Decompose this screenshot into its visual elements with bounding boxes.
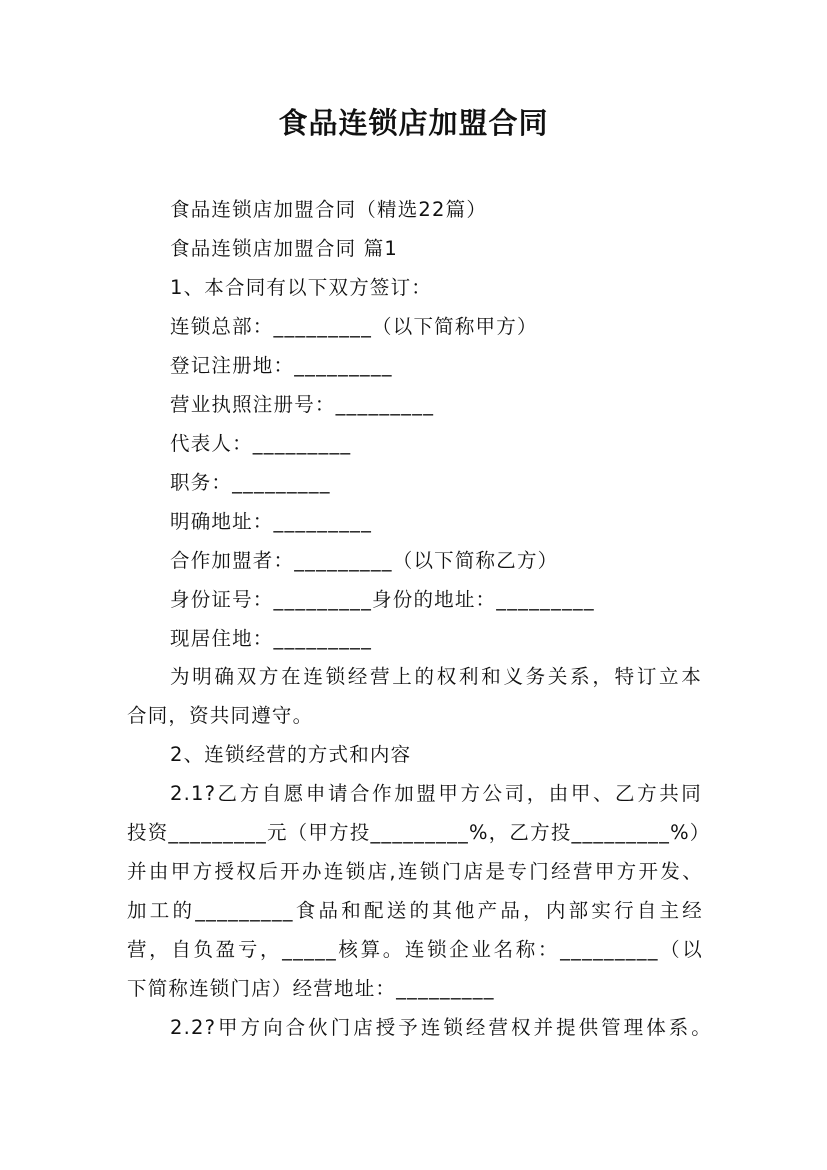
paragraph-line: 身份证号：_________身份的地址：_________ xyxy=(170,588,595,611)
paragraph-line: 合作加盟者：_________（以下简称乙方） xyxy=(170,549,559,572)
paragraph-line: 加工的_________食品和配送的其他产品，内部实行自主经 xyxy=(127,899,703,922)
paragraph-line: 并由甲方授权后开办连锁店,连锁门店是专门经营甲方开发、 xyxy=(127,860,703,883)
paragraph-line: 1、本合同有以下双方签订： xyxy=(170,276,433,299)
paragraph-line: 营，自负盈亏，_____核算。连锁企业名称：_________（以 xyxy=(127,938,703,961)
paragraph-line: 下简称连锁门店）经营地址：_________ xyxy=(127,977,495,1000)
paragraph-line: 营业执照注册号：_________ xyxy=(170,393,435,416)
paragraph-line: 连锁总部：_________（以下简称甲方） xyxy=(170,315,538,338)
paragraph-line: 2.1?乙方自愿申请合作加盟甲方公司，由甲、乙方共同 xyxy=(170,782,702,805)
paragraph-line: 代表人：_________ xyxy=(170,432,352,455)
paragraph-line: 2.2?甲方向合伙门店授予连锁经营权并提供管理体系。 xyxy=(170,1016,712,1039)
paragraph-line: 食品连锁店加盟合同 篇1 xyxy=(170,237,399,260)
paragraph-line: 登记注册地：_________ xyxy=(170,354,393,377)
paragraph-line: 现居住地：_________ xyxy=(170,627,373,650)
paragraph-line: 职务：_________ xyxy=(170,471,331,494)
paragraph-line: 投资_________元（甲方投_________%，乙方投_________%） xyxy=(127,821,711,844)
paragraph-line: 食品连锁店加盟合同（精选22篇） xyxy=(170,198,488,221)
document-title: 食品连锁店加盟合同 xyxy=(278,106,549,140)
paragraph-line: 明确地址：_________ xyxy=(170,510,373,533)
paragraph-line: 2、连锁经营的方式和内容 xyxy=(170,743,412,766)
paragraph-line: 为明确双方在连锁经营上的权利和义务关系，特订立本 xyxy=(170,665,702,688)
paragraph-line: 合同，资共同遵守。 xyxy=(127,704,314,727)
